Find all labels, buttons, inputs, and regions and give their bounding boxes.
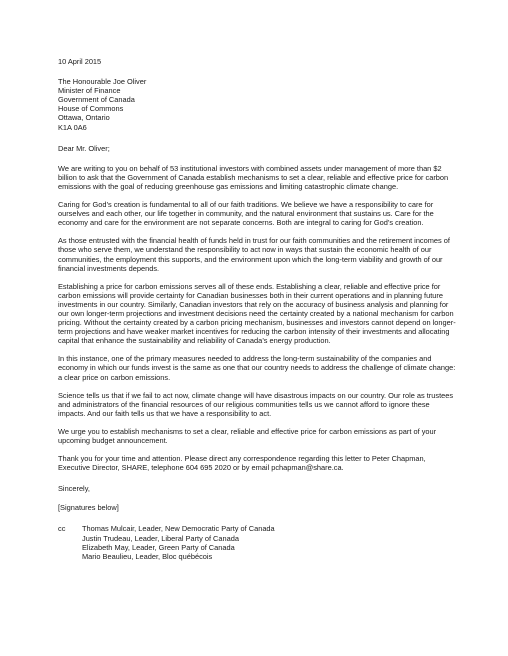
cc-list xyxy=(82,524,275,560)
body-paragraph: We urge you to establish mechanisms to set a clear, reliable and effective price for carbon emissions as part of your upcoming budget announcement. xyxy=(58,426,437,445)
recipient-address xyxy=(58,77,458,132)
body-paragraph: As those entrusted with the financial health of funds held in trust for our faith communities and the retirement incomes of those who serve them, we understand the responsibility to act now in ways that sustain the economic health of our communities, the employment this supports, and the environment upon which the long-term viability and growth of our financial investments depends. xyxy=(58,236,450,273)
body-paragraph: Science tells us that if we fail to act now, climate change will have disastrous impacts on our country. Our role as trustees and administrators of the financial resources of our religious communities tells us we cannot afford to ignore these impacts. And our faith tells us that we have a responsibility to act. xyxy=(58,390,454,418)
recipient-line: House of Commons xyxy=(58,104,124,114)
body-paragraph: Thank you for your time and attention. Please direct any correspondence regarding this letter to Peter Chapman, Executive Director, SHARE, telephone 604 695 2020 or by email pchapman@share.ca. xyxy=(58,454,426,473)
body-paragraph: Caring for God’s creation is fundamental to all of our faith traditions. We believe we have a responsibility to care for ourselves and each other, our life together in community, and the natural environment that sustains us. Care for the economy and care for the environment are not separate concerns. Both are integral to caring for God’s creation. xyxy=(58,200,434,228)
cc-block xyxy=(58,524,458,560)
body-paragraph: We are writing to you on behalf of 53 institutional investors with combined assets under management of more than $2 billion to ask that the Government of Canada establish mechanisms to set a clear, reliable and effective price for carbon emissions with the goal of reducing greenhouse gas emissions and limiting catastrophic climate change. xyxy=(58,163,449,191)
salutation: Dear Mr. Oliver; xyxy=(58,143,110,153)
recipient-line: K1A 0A6 xyxy=(58,122,87,132)
body-paragraph: Establishing a price for carbon emissions serves all of these ends. Establishing a clear, reliable and effective price for carbon emissions will provide certainty for Canadian businesses both in their current operations and in planning future investments in our country. Similarly, Canadian investors that rely on the accuracy of business analysis and planning for our own longer-term projections and investment decisions need the certainty created by a national mechanism for carbon pricing. Without the certainty created by a carbon pricing mechanism, businesses and investors cannot depend on longer-term projections and have weaker market incentives for reducing the carbon intensity of their investments and allocating capital that enhance the sustainability and reliability of Canada’s energy production. xyxy=(58,281,456,346)
cc-recipient: Mario Beaulieu, Leader, Bloc québécois xyxy=(82,551,213,561)
cc-recipient: Thomas Mulcair, Leader, New Democratic Party of Canada xyxy=(82,524,275,534)
recipient-line: The Honourable Joe Oliver xyxy=(58,77,147,87)
cc-label: cc xyxy=(58,524,66,534)
letter-page xyxy=(58,57,458,561)
closing: Sincerely, xyxy=(58,484,90,494)
recipient-line: Minister of Finance xyxy=(58,86,121,96)
cc-recipient: Elizabeth May, Leader, Green Party of Canada xyxy=(82,542,235,552)
cc-recipient: Justin Trudeau, Leader, Liberal Party of Canada xyxy=(82,533,239,543)
recipient-line: Government of Canada xyxy=(58,95,135,105)
signatures-note: [Signatures below] xyxy=(58,503,119,513)
recipient-line: Ottawa, Ontario xyxy=(58,113,110,123)
letter-date: 10 April 2015 xyxy=(58,57,102,66)
body-paragraph: In this instance, one of the primary measures needed to address the long-term sustainability of the companies and economy in which our funds invest is the same as one that our country needs to address the challenge of climate change: a clear price on carbon emissions. xyxy=(58,354,456,382)
